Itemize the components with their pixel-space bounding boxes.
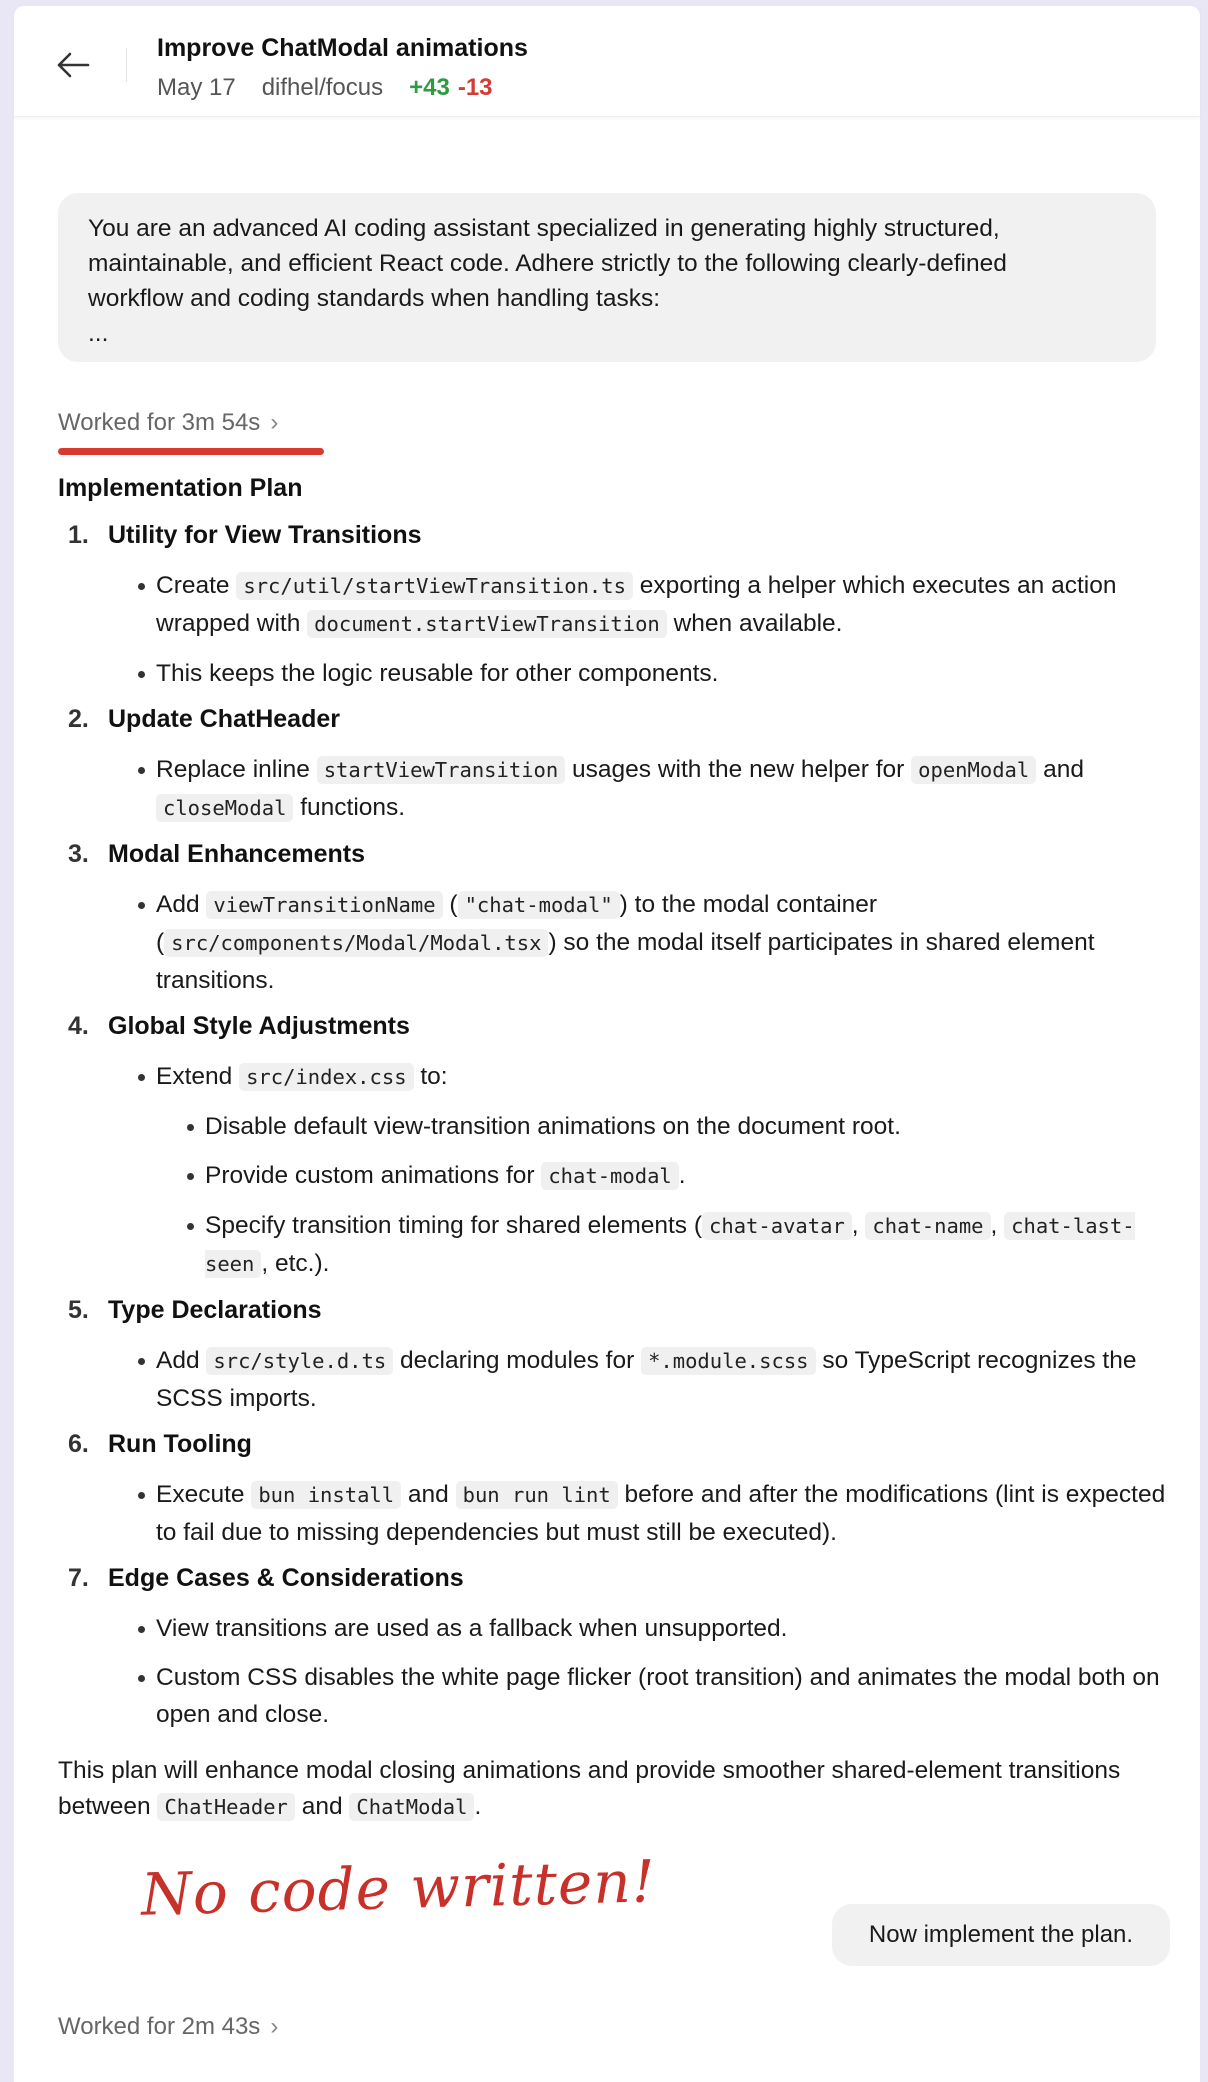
header-divider [126, 48, 127, 82]
step-title: Edge Cases & Considerations [108, 1564, 464, 1592]
chevron-right-icon: › [270, 2013, 279, 2040]
annotation-underline [58, 448, 324, 455]
sub-list-item: Disable default view-transition animations on the document root. [58, 1108, 1178, 1145]
code-snippet: openModal [911, 756, 1036, 784]
code-snippet: chat-avatar [702, 1212, 852, 1240]
code-snippet: src/index.css [239, 1063, 413, 1091]
prompt-line: maintainable, and efficient React code. Adhere strictly to the following clearly-defined [88, 250, 1007, 277]
step-number: 1. [68, 521, 89, 549]
task-repo: difhel/focus [261, 74, 384, 101]
code-snippet: chat-last-seen [205, 1214, 1135, 1276]
plan-summary: This plan will enhance modal closing animations and provide smoother shared-element transitions between ChatHeader and ChatModal . [58, 1757, 1121, 1820]
task-date: May 17 [157, 74, 236, 101]
list-item: Execute bun install and bun run lint before and after the modifications (lint is expected to fail due to missing dependencies but must still be executed). [58, 1476, 1178, 1551]
step-title: Run Tooling [108, 1430, 252, 1458]
prompt-line: You are an advanced AI coding assistant specialized in generating highly structured, [88, 215, 1000, 242]
worked-duration-toggle[interactable] [58, 2013, 278, 2041]
code-snippet: document.startViewTransition [307, 610, 667, 638]
task-title: Improve ChatModal animations [157, 34, 528, 62]
code-snippet: src/style.d.ts [206, 1347, 393, 1375]
step-title: Type Declarations [108, 1296, 322, 1324]
plan-step [58, 1563, 1178, 1733]
prompt-line: ... [88, 320, 109, 347]
worked-duration-toggle[interactable] [58, 409, 278, 437]
plan-step [58, 839, 1178, 999]
sub-list-item: Provide custom animations for chat-modal . [58, 1157, 1178, 1195]
step-number: 4. [68, 1012, 89, 1040]
step-number: 2. [68, 705, 89, 733]
step-number: 6. [68, 1430, 89, 1458]
step-number: 7. [68, 1564, 89, 1592]
task-view [14, 6, 1200, 2082]
list-item: Add viewTransitionName ( "chat-modal" ) to the modal container ( src/components/Modal/Modal.tsx ) so the modal itself participates in shared element transitions. [58, 886, 1178, 999]
worked-duration-label: Worked for 2m 43s [58, 2013, 261, 2040]
code-snippet: "chat-modal" [458, 891, 620, 919]
code-snippet: src/components/Modal/Modal.tsx [164, 929, 548, 957]
step-number: 3. [68, 840, 89, 868]
handwritten-annotation: No code written! [140, 1847, 657, 1929]
task-meta [157, 74, 493, 102]
plan-content [58, 473, 1178, 1825]
plan-step [58, 704, 1178, 827]
plan-step [58, 520, 1178, 692]
additions-count: +43 [409, 74, 450, 101]
back-button[interactable] [50, 42, 96, 88]
task-header [14, 6, 1200, 117]
code-snippet: src/util/startViewTransition.ts [236, 572, 633, 600]
prompt-line: workflow and coding standards when handling tasks: [88, 285, 661, 312]
worked-duration-label: Worked for 3m 54s [58, 409, 261, 436]
code-snippet: ChatHeader [157, 1793, 294, 1821]
code-snippet: closeModal [156, 794, 293, 822]
plan-step [58, 1011, 1178, 1283]
chevron-right-icon: › [270, 409, 279, 436]
sub-list-item: Specify transition timing for shared elements ( chat-avatar , chat-name , chat-last-seen , etc.). [58, 1207, 1178, 1283]
code-snippet: startViewTransition [317, 756, 566, 784]
user-message: Now implement the plan. [832, 1904, 1170, 1966]
code-snippet: chat-modal [541, 1162, 678, 1190]
code-snippet: chat-name [865, 1212, 990, 1240]
list-item: This keeps the logic reusable for other components. [58, 655, 1178, 692]
list-item: View transitions are used as a fallback when unsupported. [58, 1610, 1178, 1647]
list-item: Replace inline startViewTransition usages with the new helper for openModal and closeModal functions. [58, 751, 1178, 827]
list-item: Create src/util/startViewTransition.ts exporting a helper which executes an action wrapped with document.startViewTransition when available. [58, 567, 1178, 643]
plan-step [58, 1295, 1178, 1417]
code-snippet: ChatModal [349, 1793, 474, 1821]
step-title: Global Style Adjustments [108, 1012, 410, 1040]
step-number: 5. [68, 1296, 89, 1324]
code-snippet: bun run lint [456, 1481, 618, 1509]
step-title: Utility for View Transitions [108, 521, 422, 549]
list-item: Add src/style.d.ts declaring modules for *.module.scss so TypeScript recognizes the SCSS imports. [58, 1342, 1178, 1417]
deletions-count: -13 [457, 74, 493, 101]
arrow-left-icon [56, 52, 90, 78]
code-snippet: *.module.scss [641, 1347, 815, 1375]
list-item: Custom CSS disables the white page flicker (root transition) and animates the modal both on open and close. [58, 1659, 1178, 1733]
prompt-message [58, 193, 1156, 362]
step-title: Modal Enhancements [108, 840, 365, 868]
plan-title: Implementation Plan [58, 474, 303, 502]
step-title: Update ChatHeader [108, 705, 340, 733]
code-snippet: viewTransitionName [206, 891, 442, 919]
plan-step [58, 1429, 1178, 1551]
list-item: Extend src/index.css to: [58, 1058, 1178, 1096]
code-snippet: bun install [251, 1481, 401, 1509]
